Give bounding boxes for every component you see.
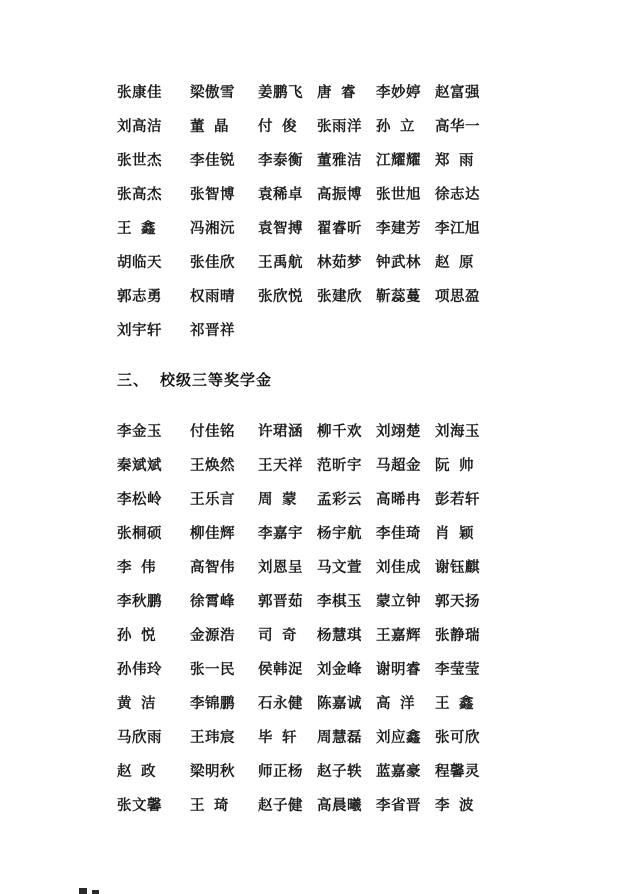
student-name: 高华一 [435, 118, 480, 135]
name-row [117, 651, 594, 685]
student-name: 蓝嘉豪 [376, 763, 421, 780]
student-name: 张世旭 [376, 186, 421, 203]
student-name: 刘翊楚 [376, 423, 421, 440]
student-name: 张文馨 [117, 797, 162, 814]
student-name: 王嘉辉 [376, 627, 421, 644]
name-row [117, 787, 594, 821]
student-name: 高晨曦 [317, 797, 362, 814]
student-name: 李江旭 [435, 220, 480, 237]
name-row [117, 685, 594, 719]
student-name: 徐志达 [435, 186, 480, 203]
student-name: 王乐言 [190, 491, 235, 508]
student-name: 张雨洋 [317, 118, 362, 135]
student-name: 师正杨 [258, 763, 303, 780]
student-name: 孙伟玲 [117, 661, 162, 678]
student-name: 刘金峰 [317, 661, 362, 678]
student-name: 陈嘉诚 [317, 695, 362, 712]
student-name: 刘恩呈 [258, 559, 303, 576]
student-name: 赵富强 [435, 84, 480, 101]
student-name: 王焕然 [190, 457, 235, 474]
student-name: 郭天扬 [435, 593, 480, 610]
document-content [117, 74, 594, 821]
student-name: 彭若轩 [435, 491, 480, 508]
name-row [117, 108, 594, 142]
student-name: 付 俊 [258, 118, 298, 135]
student-name: 付佳铭 [190, 423, 235, 440]
student-name: 石永健 [258, 695, 303, 712]
student-name: 林茹梦 [317, 254, 362, 271]
scholarship-list-third-class [117, 413, 594, 821]
student-name: 梁明秋 [190, 763, 235, 780]
name-row [117, 278, 594, 312]
student-name: 李 波 [435, 797, 475, 814]
student-name: 李佳琦 [376, 525, 421, 542]
student-name: 高智伟 [190, 559, 235, 576]
student-name: 钟武林 [376, 254, 421, 271]
student-name: 金源浩 [190, 627, 235, 644]
student-name: 赵 政 [117, 763, 157, 780]
student-name: 高 洋 [376, 695, 416, 712]
student-name: 郭志勇 [117, 288, 162, 305]
student-name: 冯湘沅 [190, 220, 235, 237]
name-row [117, 210, 594, 244]
student-name: 王禹航 [258, 254, 303, 271]
student-name: 李省晋 [376, 797, 421, 814]
student-name: 张智博 [190, 186, 235, 203]
student-name: 刘高洁 [117, 118, 162, 135]
student-name: 张欣悦 [258, 288, 303, 305]
student-name: 刘佳成 [376, 559, 421, 576]
student-name: 项思盈 [435, 288, 480, 305]
student-name: 赵子轶 [317, 763, 362, 780]
name-row [117, 719, 594, 753]
student-name: 肖 颖 [435, 525, 475, 542]
student-name: 张静瑞 [435, 627, 480, 644]
student-name: 李建芳 [376, 220, 421, 237]
student-name: 杨宇航 [317, 525, 362, 542]
student-name: 唐 睿 [317, 84, 357, 101]
student-name: 柳千欢 [317, 423, 362, 440]
student-name: 王 鑫 [435, 695, 475, 712]
student-name: 李秋鹏 [117, 593, 162, 610]
student-name: 刘海玉 [435, 423, 480, 440]
name-row [117, 447, 594, 481]
student-name: 李 伟 [117, 559, 157, 576]
student-name: 姜鹏飞 [258, 84, 303, 101]
student-name: 高晞冉 [376, 491, 421, 508]
student-name: 张佳欣 [190, 254, 235, 271]
student-name: 赵子健 [258, 797, 303, 814]
student-name: 李妙婷 [376, 84, 421, 101]
student-name: 董雅洁 [317, 152, 362, 169]
student-name: 孙 立 [376, 118, 416, 135]
student-name: 权雨晴 [190, 288, 235, 305]
name-row [117, 515, 594, 549]
name-row [117, 142, 594, 176]
name-row [117, 753, 594, 787]
student-name: 张一民 [190, 661, 235, 678]
scholarship-list-continued [117, 74, 594, 346]
student-name: 李泰衡 [258, 152, 303, 169]
student-name: 王 鑫 [117, 220, 157, 237]
section-heading-title: 校级三等奖学金 [160, 371, 273, 389]
student-name: 赵 原 [435, 254, 475, 271]
name-row [117, 617, 594, 651]
name-row [117, 583, 594, 617]
student-name: 靳蕊蔓 [376, 288, 421, 305]
name-row [117, 244, 594, 278]
student-name: 张康佳 [117, 84, 162, 101]
student-name: 李松岭 [117, 491, 162, 508]
section-heading [117, 362, 594, 396]
student-name: 李佳锐 [190, 152, 235, 169]
student-name: 秦斌斌 [117, 457, 162, 474]
student-name: 王天祥 [258, 457, 303, 474]
student-name: 周 蒙 [258, 491, 298, 508]
student-name: 司 奇 [258, 627, 298, 644]
name-row [117, 312, 594, 346]
student-name: 翟睿昕 [317, 220, 362, 237]
name-row [117, 413, 594, 447]
student-name: 高振博 [317, 186, 362, 203]
student-name: 谢明睿 [376, 661, 421, 678]
name-row [117, 74, 594, 108]
student-name: 李棋玉 [317, 593, 362, 610]
student-name: 马文萱 [317, 559, 362, 576]
student-name: 刘宇轩 [117, 322, 162, 339]
student-name: 王玮宸 [190, 729, 235, 746]
student-name: 王 琦 [190, 797, 230, 814]
student-name: 阮 帅 [435, 457, 475, 474]
student-name: 李锦鹏 [190, 695, 235, 712]
student-name: 江耀耀 [376, 152, 421, 169]
student-name: 李金玉 [117, 423, 162, 440]
student-name: 郭晋茹 [258, 593, 303, 610]
student-name: 李嘉宇 [258, 525, 303, 542]
name-row [117, 176, 594, 210]
student-name: 郑 雨 [435, 152, 475, 169]
clipped-text-artifact [79, 885, 101, 894]
student-name: 蒙立钟 [376, 593, 421, 610]
name-row [117, 549, 594, 583]
student-name: 周慧磊 [317, 729, 362, 746]
student-name: 程馨灵 [435, 763, 480, 780]
student-name: 杨慧琪 [317, 627, 362, 644]
student-name: 许珺涵 [258, 423, 303, 440]
student-name: 柳佳辉 [190, 525, 235, 542]
student-name: 袁智搏 [258, 220, 303, 237]
student-name: 李莹莹 [435, 661, 480, 678]
name-row [117, 481, 594, 515]
student-name: 张建欣 [317, 288, 362, 305]
student-name: 黄 洁 [117, 695, 157, 712]
student-name: 祁晋祥 [190, 322, 235, 339]
student-name: 张可欣 [435, 729, 480, 746]
student-name: 胡临天 [117, 254, 162, 271]
student-name: 张桐硕 [117, 525, 162, 542]
student-name: 谢钰麒 [435, 559, 480, 576]
student-name: 马欣雨 [117, 729, 162, 746]
student-name: 袁稀卓 [258, 186, 303, 203]
student-name: 侯韩浞 [258, 661, 303, 678]
student-name: 孙 悦 [117, 627, 157, 644]
student-name: 范昕宇 [317, 457, 362, 474]
section-heading-number: 三、 [117, 371, 150, 389]
student-name: 张高杰 [117, 186, 162, 203]
student-name: 毕 轩 [258, 729, 298, 746]
student-name: 梁傲雪 [190, 84, 235, 101]
student-name: 徐霄峰 [190, 593, 235, 610]
student-name: 孟彩云 [317, 491, 362, 508]
student-name: 张世杰 [117, 152, 162, 169]
student-name: 马超金 [376, 457, 421, 474]
student-name: 刘应鑫 [376, 729, 421, 746]
student-name: 董 晶 [190, 118, 230, 135]
